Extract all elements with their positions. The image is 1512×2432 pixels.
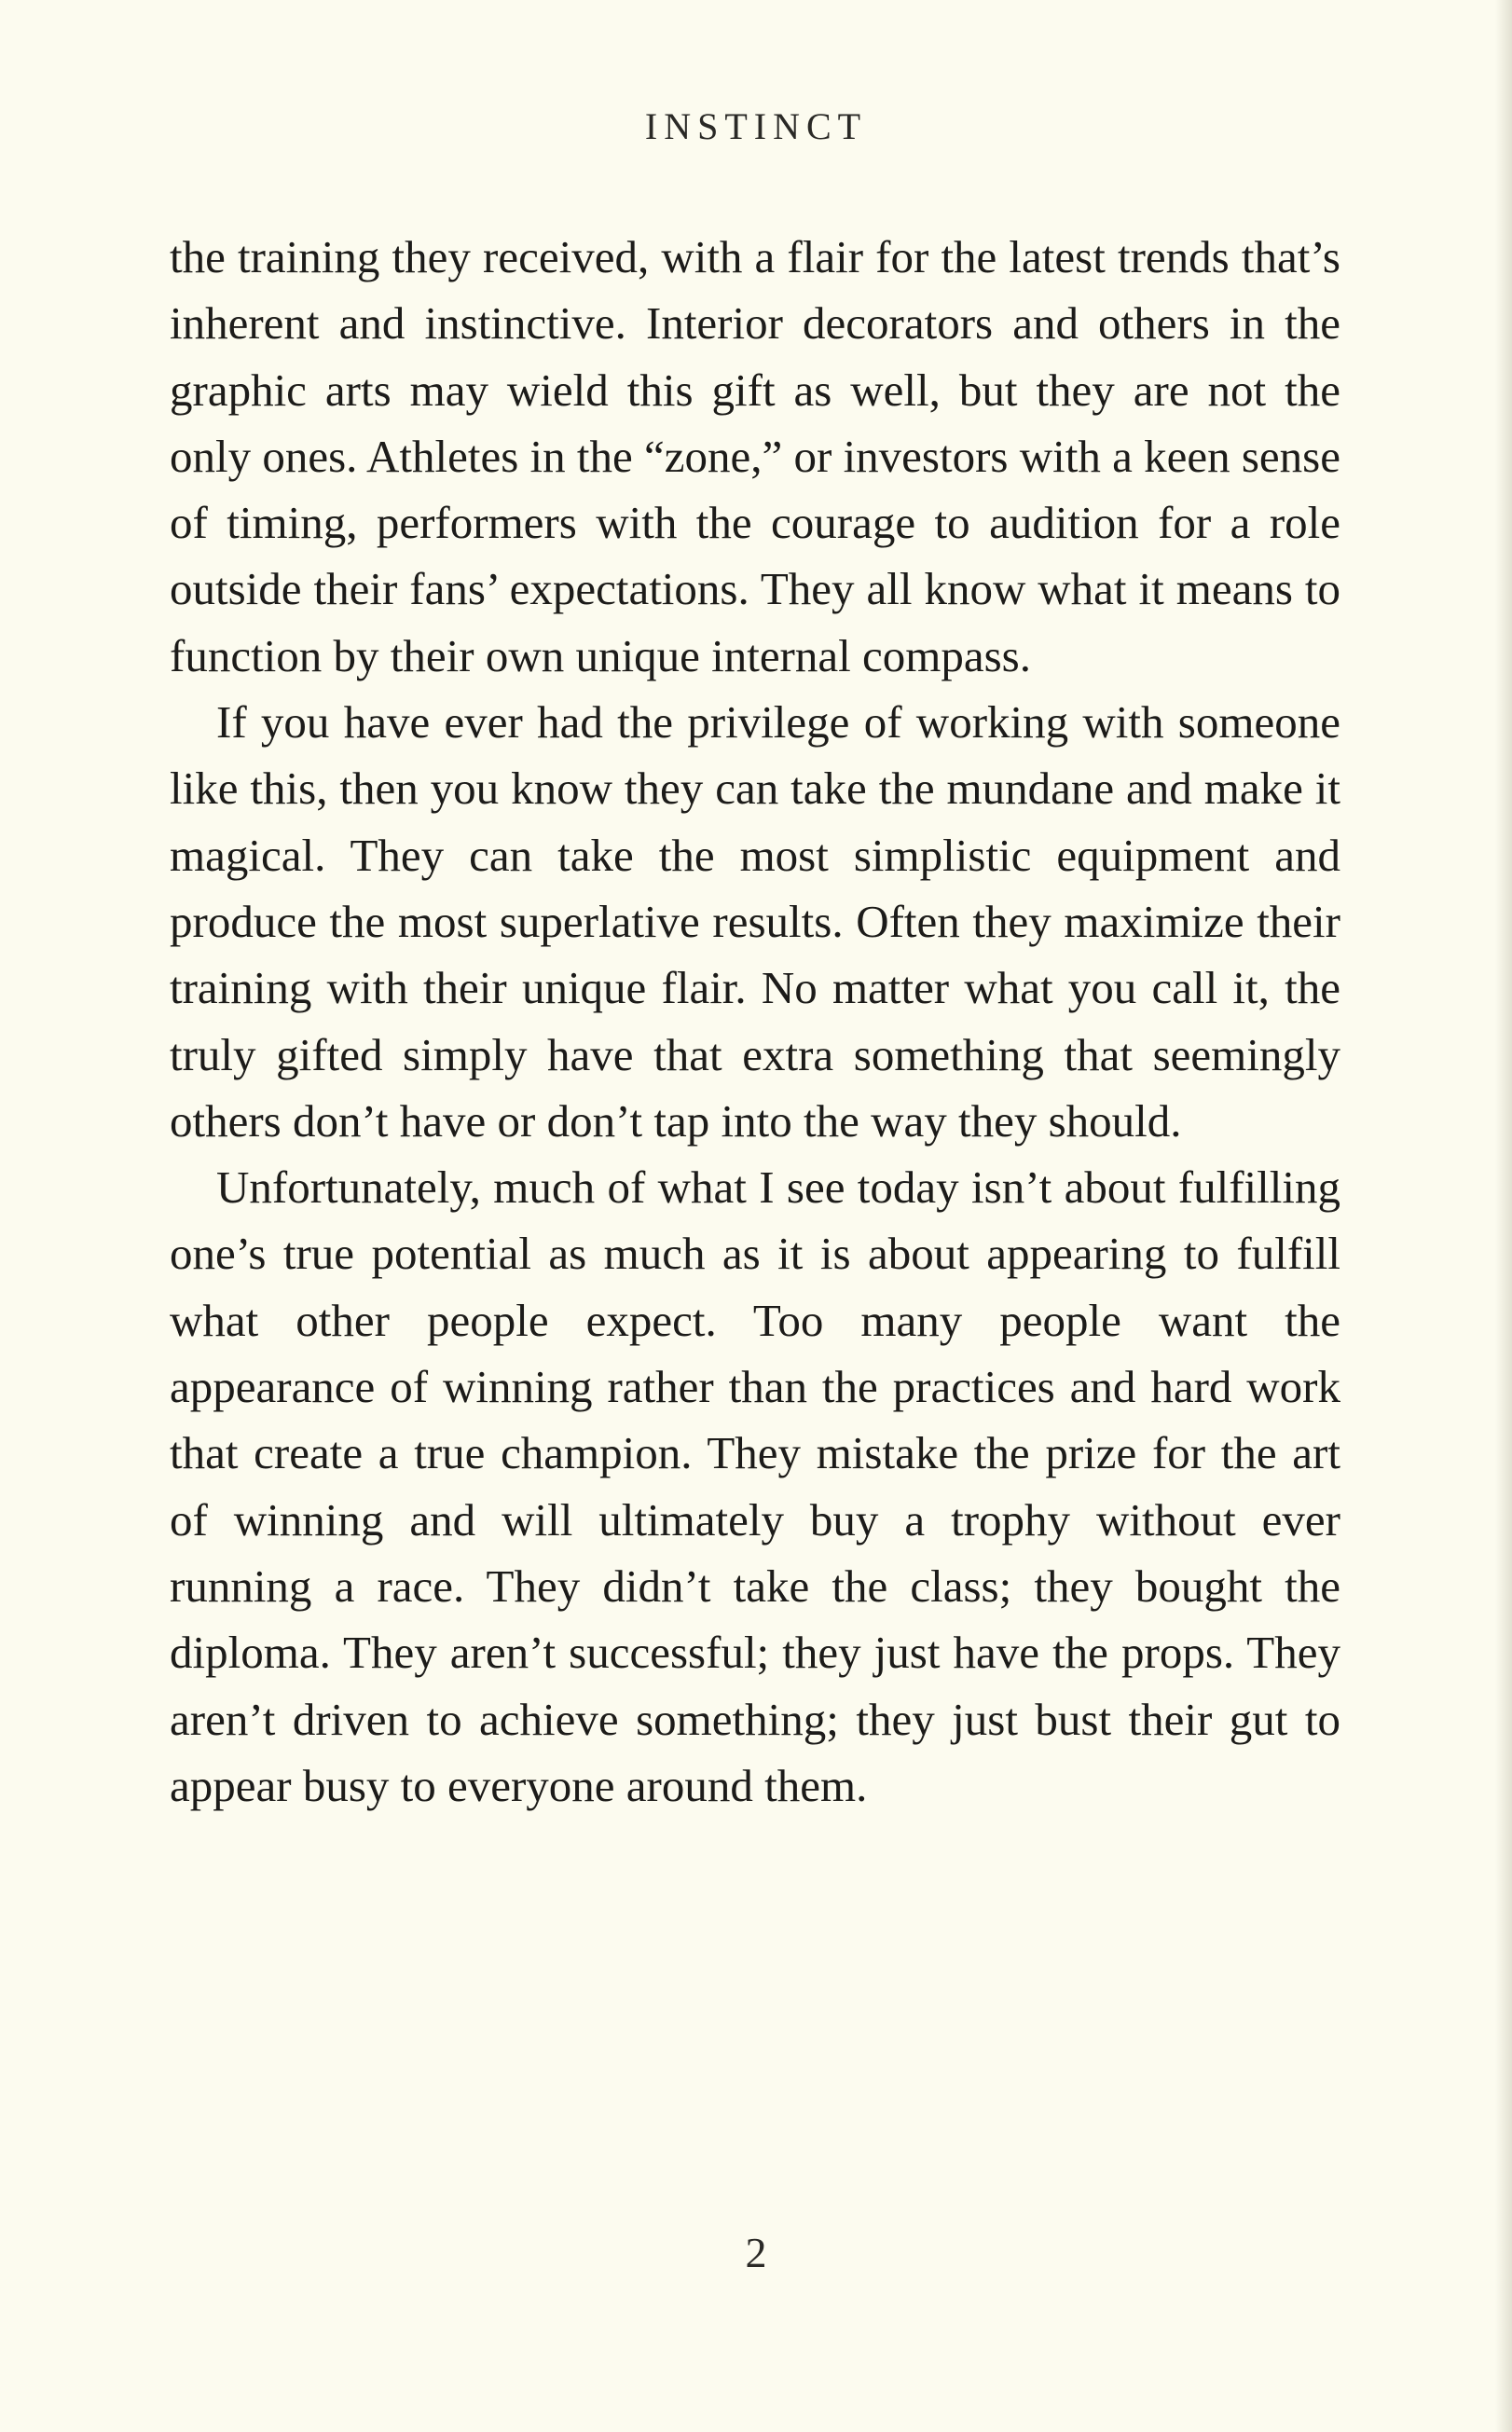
body-text bbox=[170, 224, 1340, 1819]
paragraph-continued: the training they received, with a flair for the latest trends that’s inherent and instinctive. Interior decorators and others in the graphic arts may wield this gift as well, but they are not the only ones. Athletes in the “zone,” or investors with a keen sense of timing, performers with the courage to audition for a role outside their fans’ expectations. They all know what it means to function by their own unique internal compass. bbox=[170, 231, 1340, 681]
page-number: 2 bbox=[745, 2229, 767, 2276]
paragraph-working-with-gifted: If you have ever had the privilege of working with someone like this, then you know they can take the mundane and make it magical. They can take the most simplistic equipment and produce the most superlative results. Often they maximize their training with their unique flair. No matter what you call it, the truly gifted simply have that extra something that seemingly others don’t have or don’t tap into the way they should. bbox=[170, 696, 1340, 1147]
running-head: INSTINCT bbox=[644, 105, 868, 147]
scan-edge-shading bbox=[1495, 0, 1512, 2432]
paragraph-appearance-of-winning: Unfortunately, much of what I see today isn’t about fulfilling one’s true potential as much as it is about appearing to fulfill what other people expect. Too many people want the appearance of winning rather than the practices and hard work that create a true champion. They mistake the prize for the art of winning and will ultimately buy a trophy without ever running a race. They didn’t take the class; they bought the diploma. They aren’t successful; they just have the props. They aren’t driven to achieve something; they just bust their gut to appear busy to everyone around them. bbox=[170, 1161, 1340, 1811]
